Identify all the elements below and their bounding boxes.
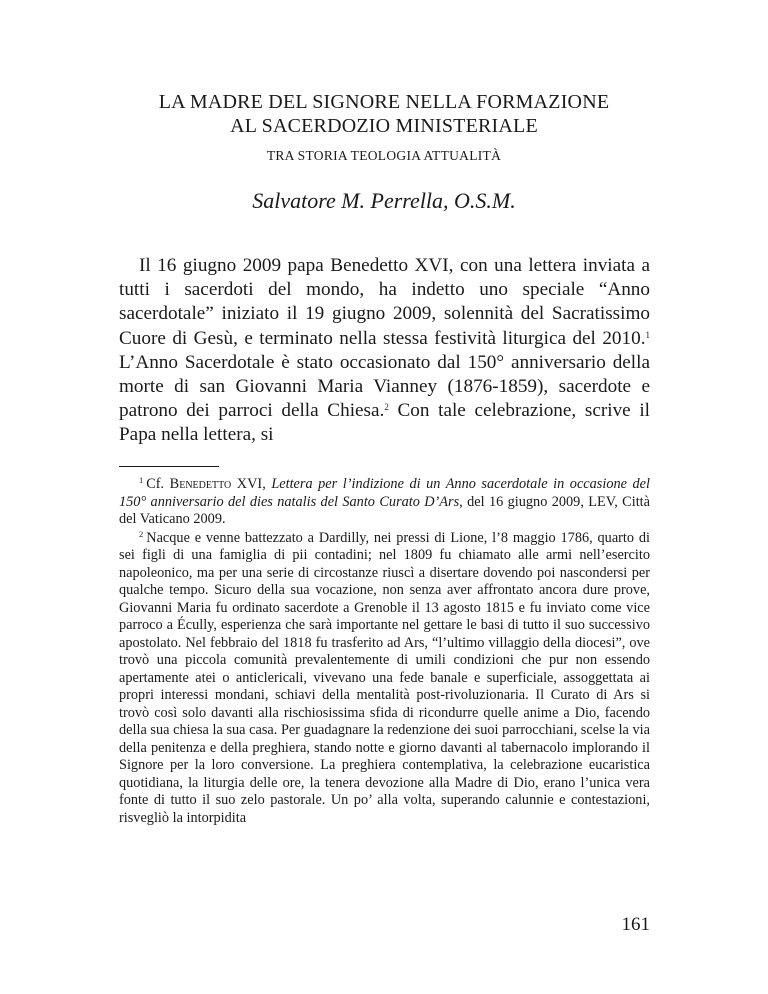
footnote-1-lead: Cf. xyxy=(146,476,170,492)
article-subtitle: TRA STORIA TEOLOGIA ATTUALITÀ xyxy=(266,148,502,163)
footnote-1 xyxy=(119,476,650,529)
footnote-2-text: Nacque e venne battezzato a Dardilly, nei pressi di Lione, l’8 maggio 1786, quarto di sei figli di una famiglia di pii contadini; nel 1809 fu chiamato alle armi nell’esercito napoleonico, ma per una serie di circostanze riuscì a disertare dovendo poi nascondersi per qualche tempo. Sicuro della sua vocazione, non senza aver affrontato ancora dure prove, Giovanni Maria fu ordinato sacerdote a Grenoble il 13 agosto 1815 e fu inviato come vice parroco a Écully, esperienza che sarà importante nel gettare le basi di tutto il suo successivo apostolato. Nel febbraio del 1818 fu trasferito ad Ars, “l’ultimo villaggio della diocesi”, ove trovò una piccola comunità prevalentemente di umili condizioni che pur non essendo apertamente atei o anticlericali, vivevano una fede banale e superficiale, assoggettata ai propri interessi mondani, schiavi della mentalità post-rivoluzionaria. Il Curato di Ars si trovò così solo davanti alla rischiosissima sfida di ricondurre quelle anime a Dio, facendo della sua chiesa la sua casa. Per guadagnare la redenzione dei suoi parrocchiani, scelse la via della penitenza e della preghiera, stando notte e giorno davanti al tabernacolo implorando il Signore per la loro conversione. La preghiera contemplativa, la celebrazione eucaristica quotidiana, la liturgia delle ore, la tenera devozione alla Madre di Dio, erano l’unica vera fonte di tutto il suo zelo pastorale. Un po’ alla volta, superando calunnie e contestazioni, risvegliò la intorpidita xyxy=(119,529,650,826)
footnote-ref-2: 2 xyxy=(384,402,389,413)
footnote-1-title: Lettera per l’indizione di un Anno sacerdotale in occasione del 150° anniversario del dies natalis del Santo Curato D’Ars xyxy=(119,476,650,510)
article-title xyxy=(100,90,668,138)
footnote-1-marker: 1 xyxy=(139,475,144,485)
body-text-part-2: L’Anno Sacerdotale è stato occasionato dal 150° anniversario della morte di san Giovanni Maria Vianney (1876-1859), sacerdote e patrono dei parroci della Chiesa. xyxy=(119,351,650,422)
title-line-1: LA MADRE DEL SIGNORE NELLA FORMAZIONE xyxy=(158,91,610,113)
footnote-2 xyxy=(119,530,650,828)
footnote-1-author-rest: XVI, xyxy=(231,476,272,492)
body-text-part-3: Con tale celebrazione, scrive il Papa nella lettera, si xyxy=(119,400,650,446)
footnote-separator xyxy=(119,466,219,467)
footnote-ref-1: 1 xyxy=(645,329,650,340)
body-text-part-1: Il 16 giugno 2009 papa Benedetto XVI, con una lettera inviata a tutti i sacerdoti del mondo, ha indetto uno speciale “Anno sacerdotale” iniziato il 19 giugno 2009, solennità del Sacratissimo Cuore di Gesù, e terminato nella stessa festività liturgica del 2010. xyxy=(119,255,650,349)
body-paragraph xyxy=(119,254,650,448)
title-line-2: AL SACERDOZIO MINISTERIALE xyxy=(230,115,538,137)
footnote-2-marker: 2 xyxy=(139,528,144,539)
article-author: Salvatore M. Perrella, O.S.M. xyxy=(252,188,516,213)
footnote-1-author: Benedetto xyxy=(169,476,232,492)
footnotes xyxy=(119,476,650,828)
page-number: 161 xyxy=(621,914,650,935)
footnote-1-tail: , del 16 giugno 2009, LEV, Città del Vaticano 2009. xyxy=(119,493,650,527)
